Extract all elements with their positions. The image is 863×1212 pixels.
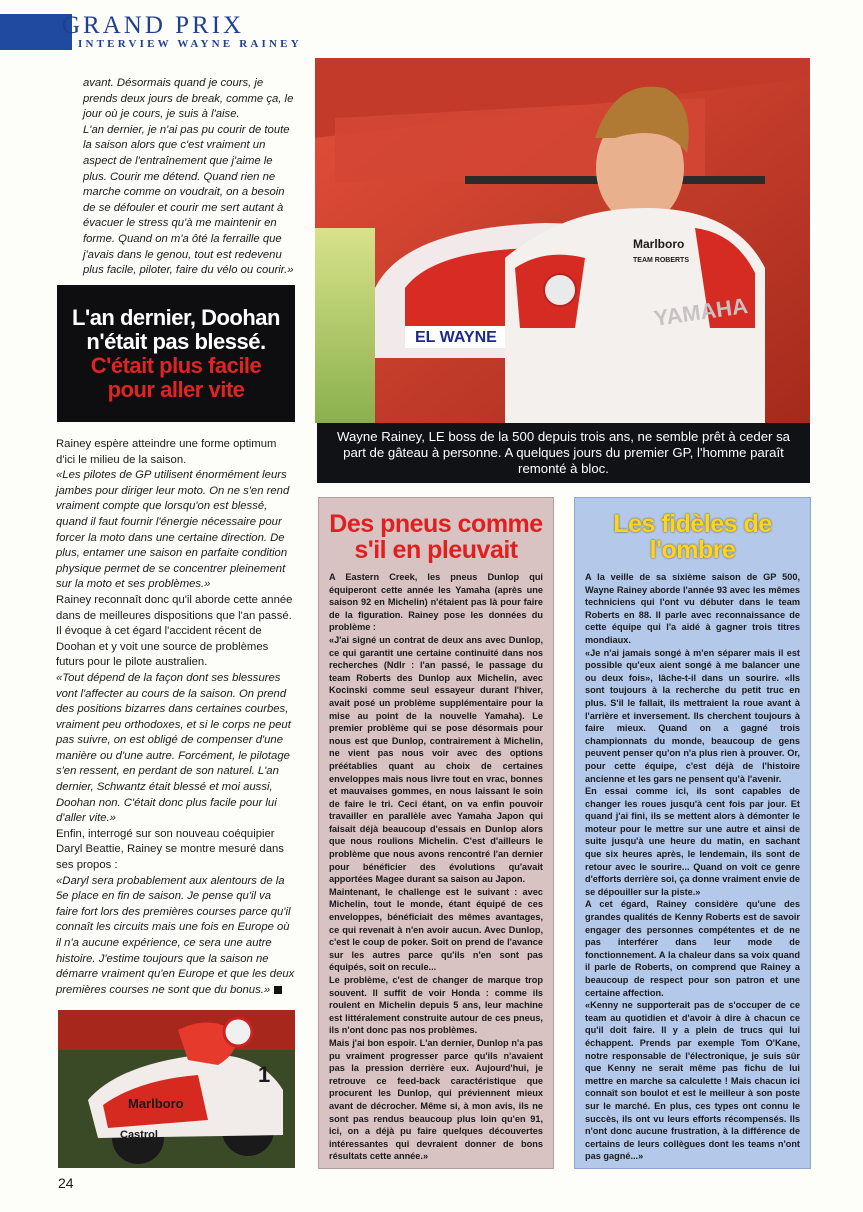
- fairing-brand-text: YAMAHA: [652, 293, 750, 331]
- article-paragraph: Rainey espère atteindre une forme optimum d'ici le milieu de la saison.: [56, 438, 277, 466]
- box-paragraph: En essai comme ici, ils sont capables de changer les roues jusqu'à cent fois par jour. Et quand j'ai fini, ils se mettent alors à démonter le moteur pour le mettre sur une autre et ainsi de suite jusqu'à une heure du matin, en sachant que six heures après, le lendemain, ils sont de retour avec le sourire... Quand on voit ce genre d'efforts derrière soi, ça donne vraiment envie de se dépouiller sur la piste.»: [585, 786, 800, 897]
- bike-illustration: [58, 1010, 295, 1168]
- rainey-portrait-photo: [315, 58, 810, 423]
- pull-quote-line: n'était pas blessé.: [86, 328, 266, 354]
- pull-quote-line: L'an dernier, Doohan: [72, 304, 280, 330]
- box-title-line: Des pneus comme: [329, 510, 543, 538]
- bike-sponsor-text: Marlboro: [128, 1096, 184, 1111]
- box-paragraph: Mais j'ai bon espoir. L'an dernier, Dunlop n'a pas pu vraiment progresser parce qu'ils n'avaient pas la pression derrière eux. Aujourd'hui, je retrouve ce feed-back caractéristique que procurent les Dunlop, qui préviennent mieux avant de décrocher. Même si, à mon avis, ils ne sont pas rendus beaucoup plus loin qu'en 91, ici, on a déjà pu faire quelques découvertes intéressantes qui devraient donner de bons résultats cette année.»: [329, 1037, 543, 1162]
- sidebar-box-tyres: [318, 497, 554, 1169]
- box-title: [579, 511, 806, 563]
- box-paragraph: A cet égard, Rainey considère qu'une des grandes qualités de Kenny Roberts est de savoir engager des personnes compétentes et de ne pas interférer dans leur mode de fonctionnement. A la chaleur dans sa voix quand il parle de Roberts, on comprend que Rainey a beaucoup de respect pour son patron et une certaine affection.: [585, 899, 800, 998]
- pull-quote: [57, 285, 295, 422]
- pull-quote-line: pour aller vite: [107, 376, 245, 402]
- article-paragraph: Enfin, interrogé sur son nouveau coéquipier Daryl Beattie, Rainey se montre mesuré dans ses propos :: [56, 827, 284, 872]
- main-article-text: [56, 437, 296, 998]
- article-paragraph: Rainey reconnaît donc qu'il aborde cette année dans de meilleures dispositions que l'an passé. Il évoque à cet égard l'accident récent de Doohan et y voit une source de problèmes futurs pour le pilote australien.: [56, 593, 293, 669]
- box-title-line: Les fidèles de: [613, 510, 772, 538]
- box-paragraph: A Eastern Creek, les pneus Dunlop qui équiperont cette année les Yamaha (après une saison 92 en Michelin) n'étaient pas là pour faire de la figuration. Rainey pose les données du problème :: [329, 572, 543, 633]
- box-title-line: l'ombre: [649, 536, 736, 564]
- bike-number-text: 1: [258, 1062, 271, 1087]
- box-paragraph: Le problème, c'est de changer de marque trop souvent. Il suffit de voir Honda : comme ils roulent en Michelin depuis 5 ans, leur machine est littéralement construite autour de ces pneus, ils n'ont donc pas nos problèmes.: [329, 975, 543, 1036]
- quote-paragraph: «Les pilotes de GP utilisent énormément leurs jambes pour diriger leur moto. On ne s'en rend vraiment compte que lorsqu'on est blessé, quand il faut fournir l'énergie nécessaire pour forcer la moto dans une certaine direction. De plus, entamer une saison en parfaite condition physique permet de se concentrer pleinement sur la moto et ses problèmes.»: [56, 469, 290, 591]
- box-paragraph: «Kenny ne supporterait pas de s'occuper de ce team au quotidien et d'avoir à dire à chacun ce qu'il doit faire. Il y a plein de trucs qui lui échappent. Prends par exemple Tom O'Kane, notre responsable de l'électronique, je suis sûr que Kenny ne serait même pas fichu de lui mettre en marche sa calculette ! Mais chacun ici connaît son boulot et est le meilleur à son poste sur le marché. En plus, ces types ont connu le succès, ils ont vu leurs efforts récompensés. Ils n'ont donc aucune frustration, à la différence de certains de leurs collègues dont les teams n'ont pas gagné...»: [585, 1000, 800, 1162]
- bike-sponsor-text: MICHELIN: [120, 1145, 154, 1152]
- sidebar-box-team: [574, 497, 811, 1169]
- quote-text: «Daryl sera probablement aux alentours de la 5e place en fin de saison. Je pense qu'il va faire fort lors des premières courses parce qu'il connaît les circuits mais une fois en Europe où il n'a aucune expérience, ce sera une autre histoire. J'estime toujours que la saison ne démarre vraiment qu'en Europe et que les deux premières courses ne sont que du bonus.»: [56, 874, 295, 996]
- section-subtitle: INTERVIEW WAYNE RAINEY: [78, 38, 302, 50]
- racing-bike-photo: [58, 1010, 295, 1168]
- photo-caption: Wayne Rainey, LE boss de la 500 depuis trois ans, ne semble prêt à ceder sa part de gâteau à personne. A quelques jours du premier GP, l'homme paraît remonté à bloc.: [317, 423, 810, 483]
- fairing-number-text: EL WAYNE: [415, 329, 497, 346]
- bike-sponsor-text: Castrol: [120, 1129, 158, 1141]
- section-title: GRAND PRIX: [62, 12, 245, 39]
- quote-paragraph: «Tout dépend de la façon dont ses blessures vont l'affecter au cours de la saison. On prend des positions bizarres dans certaines courbes, vraiment peu orthodoxes, et si le corps ne peut pas suivre, on est obligé de compenser d'une manière ou d'une autre. Forcément, le pilotage s'en ressent, en perdant de son naturel. L'an dernier, Schwantz était blessé et moi aussi, Doohan non. C'était donc plus facile pour lui d'aller vite.»: [56, 671, 291, 825]
- box-title-line: s'il en pleuvait: [354, 536, 518, 564]
- leathers-sponsor-text: Marlboro: [633, 237, 685, 251]
- box-body: [319, 571, 553, 1163]
- box-paragraph: Maintenant, le challenge est le suivant : avec Michelin, tout le monde, étant équipé de ces enveloppes, bénéficiait des mêmes avantages, ce qui revenait à n'en avoir aucun. Avec Dunlop, c'est le coup de poker. Soit on prend de l'avance sur les autres parce qu'ils n'en sont pas équipés, soit on recule...: [329, 886, 543, 973]
- portrait-illustration: [315, 58, 810, 423]
- end-mark-icon: [274, 986, 282, 994]
- box-paragraph: A la veille de sa sixième saison de GP 500, Wayne Rainey aborde l'année 93 avec les mêmes techniciens qui l'ont vu débuter dans le team Roberts en 88. Il parle avec reconnaissance de cette équipe qui l'a aidé à gagner trois titres mondiaux.: [585, 572, 800, 645]
- intro-paragraph: L'an dernier, je n'ai pas pu courir de toute la saison alors que c'est vraiment un aspect de l'entraînement que j'aime le plus. Courir me détend. Quand rien ne marche comme on voudrait, on a besoin de se défouler et courir me sert autant à évacuer le stress qu'à me maintenir en forme. Quand on m'a ôté la ferraille que j'avais dans le genou, tout est redevenu plus facile, piloter, faire du vélo ou courir.»: [83, 123, 294, 277]
- intro-text: [83, 76, 295, 279]
- page-number: 24: [58, 1175, 74, 1191]
- intro-paragraph: avant. Désormais quand je cours, je prends deux jours de break, comme ça, le jour où je cours, je suis à l'aise.: [83, 77, 294, 121]
- box-body: [575, 571, 810, 1163]
- leathers-team-text: TEAM ROBERTS: [633, 257, 689, 264]
- box-title: [323, 511, 549, 563]
- pull-quote-line: C'était plus facile: [90, 352, 262, 378]
- box-paragraph: «Je n'ai jamais songé à m'en séparer mais il est possible qu'eux aient songé à me balancer une ou deux fois», lâche-t-il dans un sourire. «Ils sont toujours à la recherche du petit truc en plus. S'il le fallait, ils mettraient la roue avant à l'arrière et inversement. Ils cherchent toujours à faire mieux. Quand on a gagné trois championnats du monde, beaucoup de gens peuvent penser qu'on n'a plus rien à prouver. Or, pour cette équipe, c'est déjà de l'histoire ancienne et les gars ne pensent qu'à l'avenir.: [585, 647, 800, 784]
- quote-paragraph: [56, 874, 296, 999]
- box-paragraph: «J'ai signé un contrat de deux ans avec Dunlop, ce qui garantit une certaine continuité dans nos recherches (Ndlr : l'an passé, le passage du team Roberts des Dunlop aux Michelin, avec Kocinski comme seul essayeur durant l'hiver, avait posé un problème supplémentaire pour la mise au point de la nouvelle Yamaha). Le premier problème qui se pose désormais pour nous est que Dunlop, contrairement à Michelin, ne vient pas nous voir avec des options préétablies quant au choix de certaines enveloppes mais nous livre tout en vrac, bonnes et mauvaises gommes, en nous laissant le soin de faire le tri. Ceci étant, on va enfin pouvoir travailler en parallèle avec Yamaha Japon qui faisait déjà beaucoup d'essais en Dunlop alors que nous roulions Michelin. C'est d'ailleurs le problème que nous avons rencontré l'an dernier pour bénéficier des évolutions qu'avait apportées Magee durant sa saison au Japon.: [329, 634, 543, 885]
